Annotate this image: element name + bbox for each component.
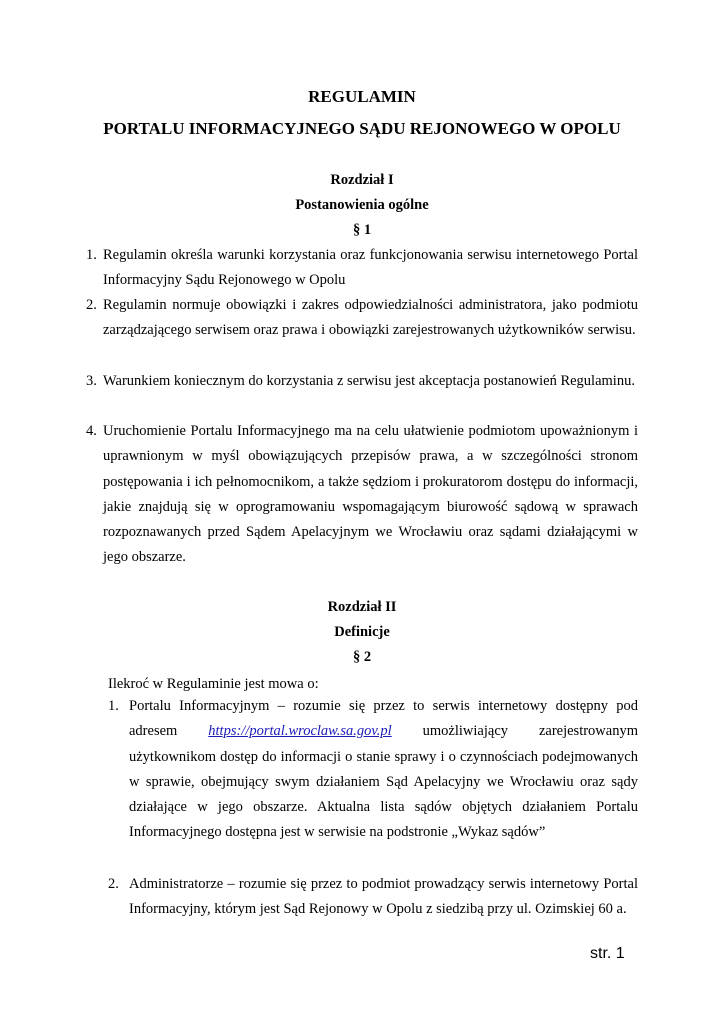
list-item-text bbox=[129, 694, 638, 846]
list-item bbox=[86, 419, 638, 571]
list-item-text: Administratorze – rozumie się przez to podmiot prowadzący serwis internetowy Portal Informacyjny, którym jest Sąd Rejonowy w Opolu z siedzibą przy ul. Ozimskiej 60 a. bbox=[129, 876, 638, 918]
list-item-number: 1. bbox=[108, 698, 119, 714]
list-item bbox=[108, 694, 638, 846]
list-item-text: Warunkiem koniecznym do korzystania z serwisu jest akceptacja postanowień Regulaminu. bbox=[103, 373, 635, 389]
definitions-intro: Ilekroć w Regulaminie jest mowa o: bbox=[108, 676, 319, 692]
list-item-number: 2. bbox=[108, 876, 119, 892]
list-item bbox=[86, 243, 638, 294]
chapter-1-label: Rozdział I bbox=[330, 172, 394, 188]
document-subtitle: PORTALU INFORMACYJNEGO SĄDU REJONOWEGO W OPOLU bbox=[103, 119, 621, 138]
paragraph-2-symbol: § 2 bbox=[352, 649, 372, 665]
page-number: str. 1 bbox=[590, 945, 625, 962]
chapter-1-heading: Postanowienia ogólne bbox=[295, 197, 429, 213]
list-item bbox=[86, 293, 638, 344]
chapter-2-heading: Definicje bbox=[334, 624, 390, 640]
list-item-text: Regulamin normuje obowiązki i zakres odpowiedzialności administratora, jako podmiotu zarządzającego serwisem oraz prawa i obowiązki zarejestrowanych użytkowników serwisu. bbox=[103, 297, 638, 339]
list-item-text: Regulamin określa warunki korzystania oraz funkcjonowania serwisu internetowego Portal Informacyjny Sądu Rejonowego w Opolu bbox=[103, 247, 638, 289]
definition-text-after-link: umożliwiający zarejestrowanym użytkownikom dostęp do informacji o stanie sprawy i o czynnościach podejmowanych w sprawie, obejmujący swym działaniem Sąd Apelacyjny we Wrocławiu oraz sądy działające w jego obszarze. Aktualna lista sądów objętych działaniem Portalu Informacyjnego dostępna jest w serwisie na podstronie „Wykaz sądów” bbox=[129, 723, 638, 841]
chapter-2-label: Rozdział II bbox=[327, 599, 397, 615]
list-item-text: Uruchomienie Portalu Informacyjnego ma na celu ułatwienie podmiotom upoważnionym i uprawnionym w myśl obowiązujących przepisów prawa, a w szczególności stronom postępowania i ich pełnomocnikom, a także sędziom i prokuratorom dostępu do informacji, jakie znajdują się w oprogramowaniu wspomagającym biurowość sądową w sprawach rozpoznawanych przed Sądem Apelacyjnym we Wrocławiu oraz sądami działającymi w jego obszarze. bbox=[103, 423, 638, 566]
definition-text-before-link: Portalu Informacyjnym – rozumie się przez to serwis internetowy dostępny pod adresem bbox=[129, 698, 638, 740]
list-item-number: 1. bbox=[86, 247, 97, 263]
list-item-number: 3. bbox=[86, 373, 97, 389]
list-item bbox=[108, 872, 638, 923]
document-title: REGULAMIN bbox=[308, 87, 416, 106]
list-item-number: 4. bbox=[86, 423, 97, 439]
portal-url-link[interactable]: https://portal.wroclaw.sa.gov.pl bbox=[208, 723, 392, 740]
paragraph-1-symbol: § 1 bbox=[352, 222, 372, 238]
list-item-number: 2. bbox=[86, 297, 97, 313]
list-item bbox=[86, 369, 638, 394]
